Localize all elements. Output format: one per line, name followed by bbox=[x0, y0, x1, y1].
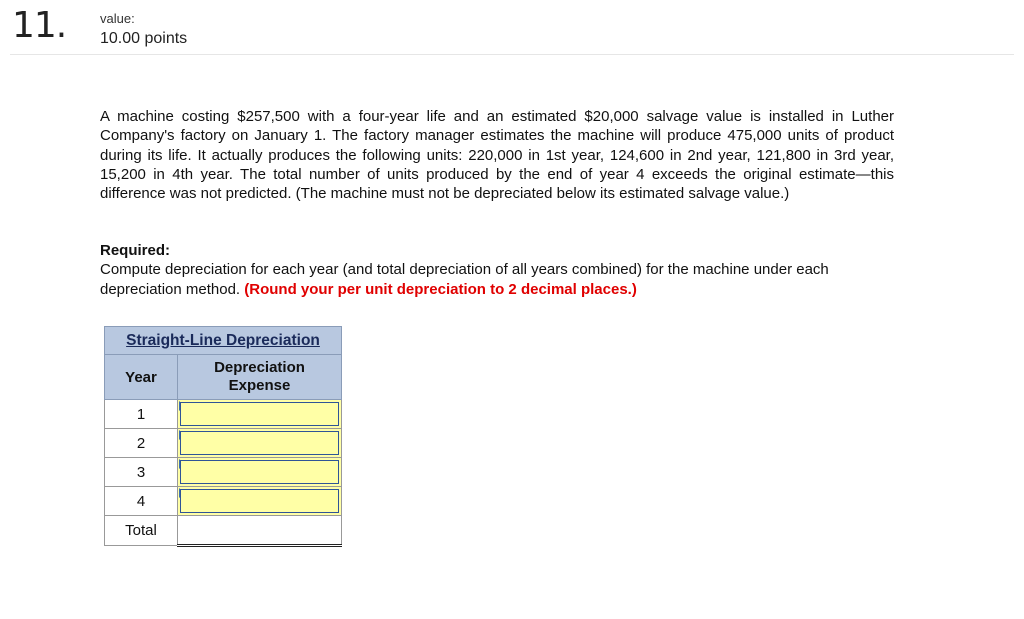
depreciation-input-year-2[interactable] bbox=[178, 429, 342, 458]
column-header-line-1: Depreciation bbox=[214, 359, 305, 376]
column-header-year: Year bbox=[105, 355, 178, 400]
year-cell: 4 bbox=[105, 487, 178, 516]
total-row bbox=[105, 516, 342, 546]
problem-statement: A machine costing $257,500 with a four-year life and an estimated $20,000 salvage value is installed in Luther Company's factory on January 1. The factory manager estimates the machine will produce 475,000 units of product during its life. It actually produces the following units: 220,000 in 1st year, 124,600 in 2nd year, 121,800 in 3rd year, 15,200 in 4th year. The total number of units produced by the end of year 4 exceeds the original estimate—this difference was not predicted. (The machine must not be depreciated below its estimated salvage value.) bbox=[100, 108, 894, 203]
year-cell: 2 bbox=[105, 429, 178, 458]
depreciation-input-year-1[interactable] bbox=[178, 400, 342, 429]
total-label: Total bbox=[105, 516, 178, 546]
year-cell: 1 bbox=[105, 400, 178, 429]
required-section bbox=[100, 241, 900, 299]
input-field[interactable] bbox=[180, 402, 339, 426]
points-value: 10.00 points bbox=[100, 30, 188, 47]
required-text: Compute depreciation for each year (and total depreciation of all years combined) for the machine under each depreciation method. bbox=[100, 261, 829, 298]
depreciation-input-year-4[interactable] bbox=[178, 487, 342, 516]
value-label: value: bbox=[100, 11, 135, 26]
rounding-note: (Round your per unit depreciation to 2 decimal places.) bbox=[244, 280, 637, 298]
table-row bbox=[105, 487, 342, 516]
total-depreciation-value bbox=[178, 516, 342, 546]
column-header-line-2: Expense bbox=[228, 377, 291, 394]
table-row bbox=[105, 458, 342, 487]
header-divider bbox=[10, 54, 1014, 55]
table-title-cell bbox=[105, 327, 342, 355]
input-field[interactable] bbox=[180, 460, 339, 484]
required-instructions bbox=[100, 260, 900, 299]
required-title: Required: bbox=[100, 242, 171, 259]
question-number: 11. bbox=[12, 5, 67, 46]
input-field[interactable] bbox=[180, 489, 339, 513]
column-header-depreciation-expense bbox=[178, 355, 342, 400]
year-cell: 3 bbox=[105, 458, 178, 487]
table-title-link[interactable]: Straight-Line Depreciation bbox=[126, 331, 320, 349]
input-field[interactable] bbox=[180, 431, 339, 455]
table-row bbox=[105, 429, 342, 458]
straight-line-depreciation-table bbox=[104, 326, 342, 547]
table-row bbox=[105, 400, 342, 429]
depreciation-input-year-3[interactable] bbox=[178, 458, 342, 487]
